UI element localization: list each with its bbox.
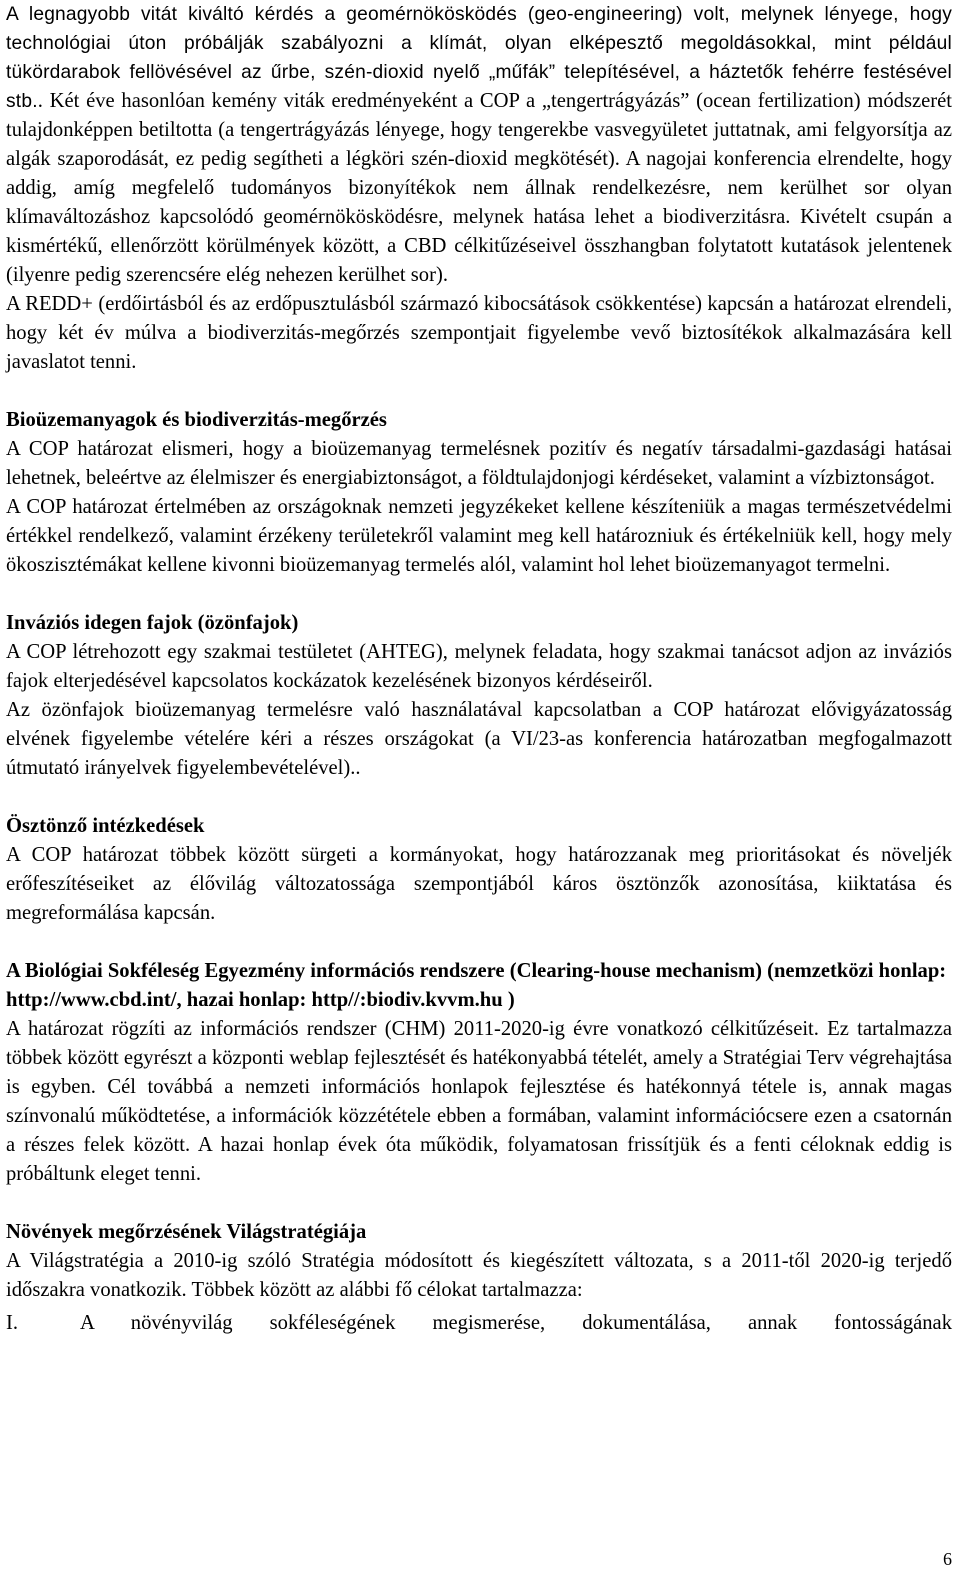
- page-number: 6: [943, 1549, 952, 1569]
- list-item: [6, 1309, 952, 1338]
- list-item-text: A növényvilág sokféleségének megismerése, dokumentálása, annak fontosságának: [80, 1312, 952, 1334]
- paragraph: Az özönfajok bioüzemanyag termelésre való használatával kapcsolatban a COP határozat elővigyázatosság elvének figyelembe vételére kéri a részes országokat (a VI/23-as konferencia határozatban megfogalmazott útmutató irányelvek figyelembevételével)..: [6, 699, 952, 779]
- section-heading-clearing-house: A Biológiai Sokféleség Egyezmény információs rendszere (Clearing-house mechanism) (nemzetközi honlap: http://www.cbd.int/, hazai honlap: http//:biodiv.kvvm.hu ): [6, 960, 947, 1011]
- document-page: [6, 0, 952, 1338]
- intro-paragraph: [6, 0, 952, 290]
- redd-paragraph: A REDD+ (erdőirtásból és az erdőpusztulásból származó kibocsátások csökkentése) kapcsán a határozat elrendeli, hogy két év múlva a biodiverzitás-megőrzés szempontjait figyelembe vevő biztosítékok alkalmazására kell javaslatot tenni.: [6, 293, 952, 373]
- paragraph: A COP határozat elismeri, hogy a bioüzemanyag termelésnek pozitív és negatív társadalmi-gazdasági hatásai lehetnek, beleértve az élelmiszer és energiabiztonságot, a földtulajdonjogi kérdéseket, valamint a vízbiztonságot.: [6, 438, 952, 489]
- paragraph: A COP határozat értelmében az országoknak nemzeti jegyzékeket kellene készíteniük a magas természetvédelmi értékkel rendelkező, valamint érzékeny területekről valamint meg kell határozniuk és értékelniük kell, hogy mely ökoszisztémákat kellene kivonni bioüzemanyag termelés alól, valamint hol lehet bioüzemanyagot termelni.: [6, 496, 952, 576]
- section-heading-biofuels: Bioüzemanyagok és biodiverzitás-megőrzés: [6, 409, 387, 431]
- list-item-number: I.: [6, 1312, 19, 1334]
- spacer: [6, 377, 952, 406]
- spacer: [6, 1189, 952, 1218]
- section-heading-plant-strategy: Növények megőrzésének Világstratégiája: [6, 1221, 367, 1243]
- spacer: [6, 928, 952, 957]
- paragraph: A COP létrehozott egy szakmai testületet (AHTEG), melynek feladata, hogy szakmai tanácsot adjon az inváziós fajok elterjedésével kapcsolatos kockázatok kezelésének bizonyos kérdéseiről.: [6, 641, 952, 692]
- section-heading-invasive-species: Inváziós idegen fajok (özönfajok): [6, 612, 299, 634]
- spacer: [6, 783, 952, 812]
- paragraph: A COP határozat többek között sürgeti a kormányokat, hogy határozzanak meg prioritásokat és növeljék erőfeszítéseiket az élővilág változatossága szempontjából káros ösztönzők azonosítása, kiiktatása és megreformálása kapcsán.: [6, 844, 952, 924]
- paragraph: A Világstratégia a 2010-ig szóló Stratégia módosított és kiegészített változata, s a 2011-től 2020-ig terjedő időszakra vonatkozik. Többek között az alábbi fő célokat tartalmazza:: [6, 1250, 952, 1301]
- section-heading-incentives: Ösztönző intézkedések: [6, 815, 205, 837]
- paragraph: A határozat rögzíti az információs rendszer (CHM) 2011-2020-ig évre vonatkozó célkitűzéseit. Ez tartalmazza többek között egyrészt a központi weblap fejlesztését és hatékonyabbá tételét, amely a Stratégiai Terv végrehajtása is egyben. Cél továbbá a nemzeti információs honlapok fejlesztése és hatékonnyá tétele is, annak magas színvonalú működtetése, a információk közzététele ebben a formában, valamint információcsere ezen a csatornán a részes felek között. A hazai honlap évek óta működik, folyamatosan frissítjük és a fenti céloknak eddig is próbáltunk eleget tenni.: [6, 1018, 952, 1185]
- spacer: [6, 580, 952, 609]
- intro-serif-text: . Két éve hasonlóan kemény viták eredményeként a COP a „tengertrágyázás” (ocean fertilization) módszerét tulajdonképpen betiltotta (a tengertrágyázás lényege, hogy tengerekbe vasvegyületet juttatnak, ami felgyorsítja az algák szaporodását, ez pedig segítheti a légköri szén-dioxid megkötését). A nagojai konferencia elrendelte, hogy addig, amíg megfelelő tudományos bizonyítékok nem állnak rendelkezésre, nem kerülhet sor olyan klímaváltozáshoz kapcsolódó geomérnökösködésre, melynek hatása lehet a biodiverzitásra. Kivételt csupán a kismértékű, ellenőrzött körülmények között, a CBD célkitűzéseivel összhangban folytatott kutatások jelentenek (ilyenre pedig szerencsére elég nehezen kerülhet sor).: [6, 90, 952, 286]
- intro-sans-text: A legnagyobb vitát kiváltó kérdés a geomérnökösködés (geo-engineering) volt, melynek lényege, hogy technológiai úton próbálják szabályozni a klímát, olyan elképesztő megoldásokkal, mint például tükördarabok fellövésével az űrbe, szén-dioxid nyelő „műfák” telepítésével, a háztetők fehérre festésével stb.: [6, 4, 952, 112]
